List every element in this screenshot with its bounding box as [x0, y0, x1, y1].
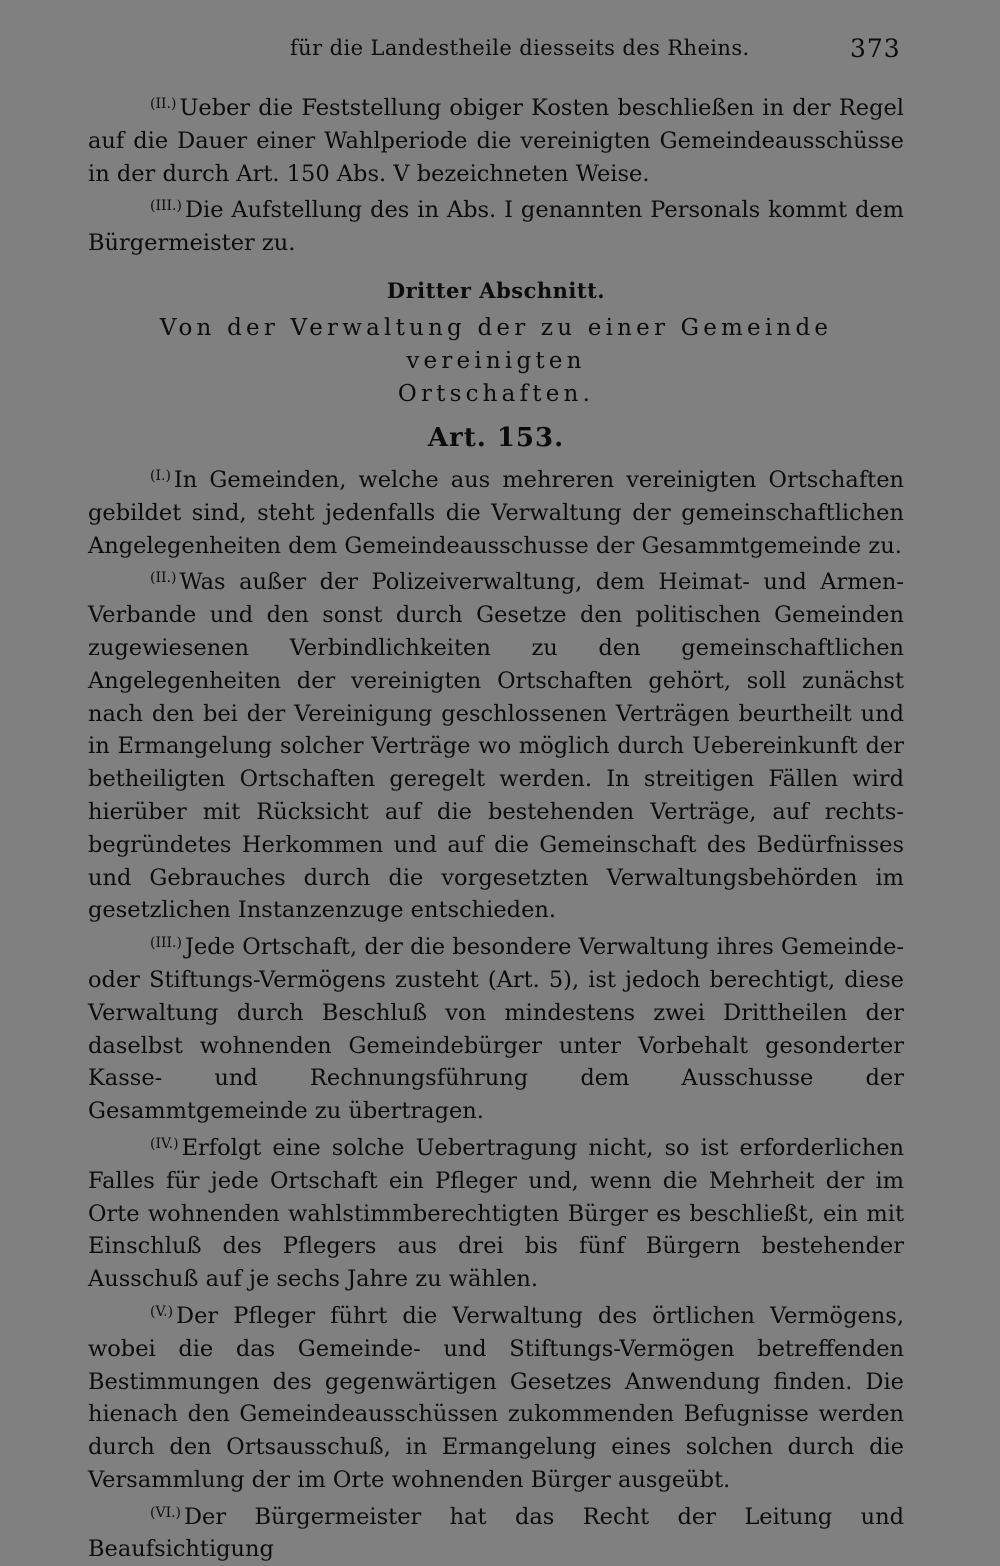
running-title: für die Landestheile diesseits des Rheins.	[290, 36, 750, 60]
paragraph-number: (II.)	[150, 570, 177, 587]
paragraph-text: Was außer der Polizeiverwaltung, dem Heimat- und Armen-Verbande und den sonst durch Gesetze den politischen Gemeinden zugewiesenen Verbindlichkeiten zu den gemeinschaftlichen Angelegenheiten der vereinigten Ortschaften gehört, soll zunächst nach den bei der Vereinigung geschlossenen Verträgen beurtheilt und in Ermangelung solcher Verträge wo möglich durch Uebereinkunft der betheiligten Ortschaften geregelt werden. In streitigen Fällen wird hierüber mit Rücksicht auf die bestehenden Verträge, auf rechtsbegründetes Herkommen und auf die Gemeinschaft des Bedürfnisses und Gebrauches durch die vorgesetzten Verwaltungsbehörden im gesetzlichen Instanzenzuge entschieden.	[88, 569, 904, 924]
section-title-line-2: Ortschaften.	[397, 380, 595, 407]
paragraph-text: Erfolgt eine solche Uebertragung nicht, so ist erforderlichen Falles für jede Ortschaft ein Pfleger und, wenn die Mehrheit der im Orte wohnenden wahlstimmberechtigten Bürger es beschließt, ein mit Einschluß des Pflegers aus drei bis fünf Bürgern bestehender Ausschuß auf je sechs Jahre zu wählen.	[88, 1134, 904, 1293]
paragraph-text: Die Aufstellung des in Abs. I genannten Personals kommt dem Bürgermeister zu.	[88, 197, 904, 257]
article-heading: Art. 153.	[427, 422, 565, 453]
paragraph-number: (IV.)	[150, 1135, 179, 1152]
paragraph-number: (I.)	[150, 467, 171, 484]
paragraph-intro-2	[88, 88, 904, 190]
section-title	[88, 312, 904, 411]
paragraph-number: (III.)	[150, 198, 182, 215]
paragraph-text: Jede Ortschaft, der die besondere Verwaltung ihres Gemeinde- oder Stiftungs-Vermögens zusteht (Art. 5), ist jedoch berechtigt, diese Verwaltung durch Beschluß von mindestens zwei Drittheilen der daselbst wohnenden Gemeindebürger unter Vorbehalt gesonderter Kasse- und Rechnungsführung dem Ausschusse der Gesammtgemeinde zu übertragen.	[88, 934, 904, 1125]
body-text	[88, 88, 904, 1566]
page-number: 373	[850, 34, 901, 63]
paragraph-text: Ueber die Feststellung obiger Kosten beschließen in der Regel auf die Dauer einer Wahlperiode die vereinigten Gemeindeausschüsse in der durch Art. 150 Abs. V bezeichneten Weise.	[88, 95, 904, 187]
article-paragraph-4	[88, 1128, 904, 1296]
paragraph-number: (V.)	[150, 1303, 174, 1320]
article-paragraph-3	[88, 927, 904, 1128]
paragraph-text: Der Pfleger führt die Verwaltung des örtlichen Vermögens, wobei die das Gemeinde- und Stiftungs-Vermögen betreffenden Bestimmungen des gegenwärtigen Gesetzes Anwendung finden. Die hienach den Gemeindeausschüssen zukommenden Befugnisse werden durch den Ortsausschuß, in Ermangelung eines solchen durch die Versammlung der im Orte wohnenden Bürger ausgeübt.	[88, 1302, 904, 1493]
section-label: Dritter Abschnitt.	[386, 277, 606, 303]
running-header	[0, 36, 1000, 72]
paragraph-intro-3	[88, 190, 904, 260]
paragraph-text: Der Bürgermeister hat das Recht der Leitung und Beaufsichtigung	[88, 1503, 904, 1563]
paragraph-number: (III.)	[150, 935, 182, 952]
paragraph-text: In Gemeinden, welche aus mehreren vereinigten Ortschaften gebildet sind, steht jedenfalls die Verwaltung der gemeinschaftlichen Angelegenheiten dem Gemeindeausschusse der Gesammtgemeinde zu.	[88, 466, 904, 559]
paragraph-number: (II.)	[150, 96, 177, 112]
article-paragraph-5	[88, 1296, 904, 1497]
paragraph-number: (VI.)	[150, 1504, 182, 1521]
article-paragraph-1	[88, 460, 904, 562]
article-paragraph-2	[88, 562, 904, 927]
article-paragraph-6	[88, 1497, 904, 1566]
section-title-line-1: Von der Verwaltung der zu einer Gemeinde vereinigten	[159, 314, 833, 374]
